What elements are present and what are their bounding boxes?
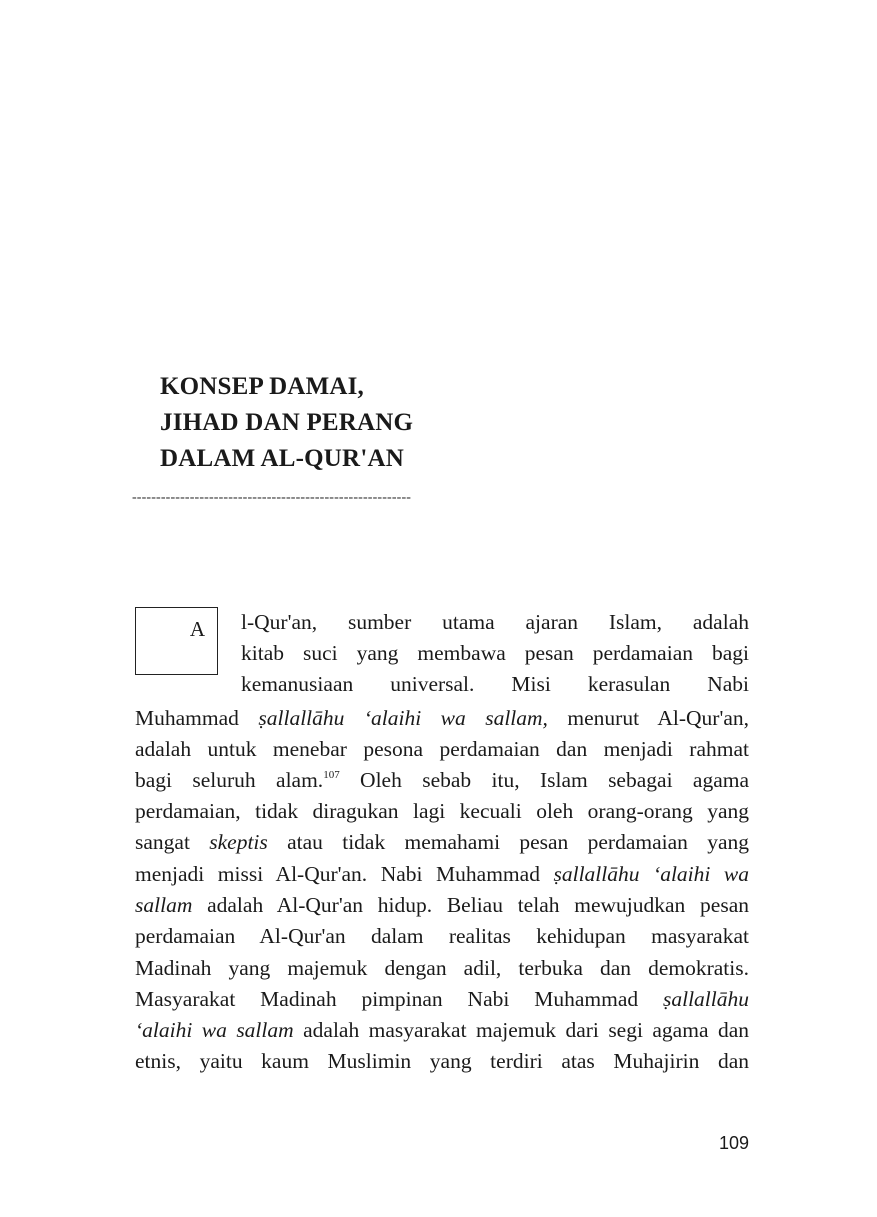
paragraph-line: kemanusiaan universal. Misi kerasulan Nabi	[241, 672, 749, 696]
italic-term: skeptis	[209, 830, 268, 854]
paragraph-line: perdamaian, tidak diragukan lagi kecuali oleh orang-orang yang	[135, 799, 749, 823]
drop-cap-box	[135, 607, 218, 675]
paragraph-line: Madinah yang majemuk dengan adil, terbuka dan demokratis.	[135, 956, 749, 980]
paragraph-line: sangat skeptis atau tidak memahami pesan perdamaian yang	[135, 830, 749, 854]
paragraph-line: kitab suci yang membawa pesan perdamaian bagi	[241, 641, 749, 665]
title-divider: ----------------------------------------------------------	[132, 490, 412, 505]
italic-honorific: ṣallallāhu ‘alaihi wa	[553, 862, 749, 886]
footnote-ref: 107	[323, 769, 340, 781]
drop-cap-letter: A	[189, 617, 205, 641]
chapter-title-line-2: JIHAD DAN PERANG	[160, 409, 414, 436]
italic-honorific: sallam	[135, 893, 193, 917]
italic-honorific: ṣallallāhu ‘alaihi wa sallam,	[258, 706, 548, 730]
page-number: 109	[718, 1133, 749, 1153]
paragraph-line: sallam adalah Al-Qur'an hidup. Beliau telah mewujudkan pesan	[135, 893, 749, 917]
chapter-title	[160, 369, 413, 477]
chapter-title-line-3: DALAM AL-QUR'AN	[160, 445, 404, 472]
chapter-title-line-1: KONSEP DAMAI,	[160, 373, 365, 400]
italic-honorific: ‘alaihi wa sallam	[135, 1018, 294, 1042]
paragraph-line: menjadi missi Al-Qur'an. Nabi Muhammad ṣallallāhu ‘alaihi wa	[135, 862, 749, 886]
paragraph-line: bagi seluruh alam.$^{107}$ Oleh sebab itu, Islam sebagai agama	[135, 768, 749, 792]
paragraph-line: etnis, yaitu kaum Muslimin yang terdiri atas Muhajirin dan	[135, 1049, 749, 1073]
paragraph-line: ‘alaihi wa sallam adalah masyarakat majemuk dari segi agama dan	[135, 1018, 749, 1042]
italic-honorific: ṣallallāhu	[662, 987, 749, 1011]
paragraph-line: Muhammad ṣallallāhu ‘alaihi wa sallam, menurut Al-Qur'an,	[135, 706, 749, 730]
paragraph-line: Masyarakat Madinah pimpinan Nabi Muhammad ṣallallāhu	[135, 987, 749, 1011]
paragraph-line: perdamaian Al-Qur'an dalam realitas kehidupan masyarakat	[135, 924, 749, 948]
paragraph-line: adalah untuk menebar pesona perdamaian dan menjadi rahmat	[135, 737, 749, 761]
paragraph-line: l-Qur'an, sumber utama ajaran Islam, adalah	[241, 610, 749, 634]
